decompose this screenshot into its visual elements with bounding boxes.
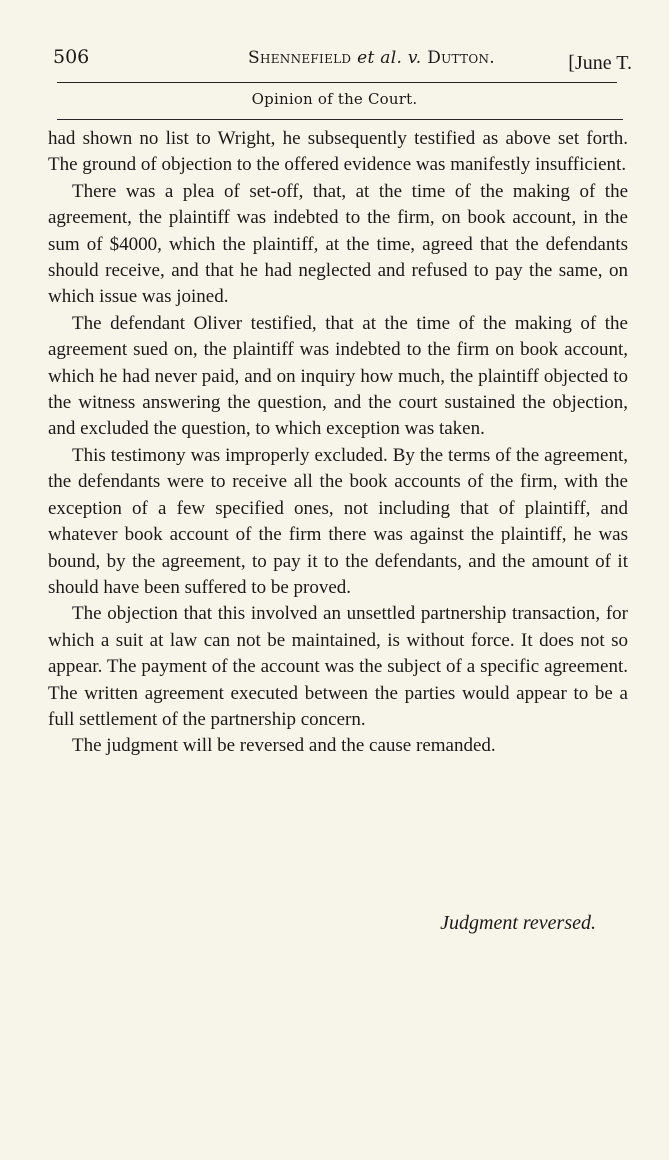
opinion-body [48,126,628,760]
case-party-defendant: Dutton. [427,48,496,68]
section-subheading: Opinion of the Court. [251,90,418,108]
case-et-al: et al. [357,48,403,68]
paragraph-5: The objection that this involved an unsettled partnership transaction, for which a suit at law can not be maintained, is without force. It does not so appear. The payment of the account was the subject of a specific agreement. The written agreement executed between the parties would appear to be a full settlement of the partnership concern. [48,603,628,730]
subheading-rule [57,119,623,120]
header-rule [57,82,617,83]
paragraph-1: had shown no list to Wright, he subsequently testified as above set forth. The ground of objection to the offered evidence was manifestly insufficient. [48,128,628,176]
judgment-disposition: Judgment reversed. [440,912,596,934]
case-versus: v. [407,48,422,68]
page-number: 506 [53,46,90,68]
court-term: [June T. [568,52,632,74]
paragraph-2: There was a plea of set-off, that, at the time of the making of the agreement, the plaintiff was indebted to the firm, on book account, in the sum of $4000, which the plaintiff, at the time, agreed that the defendants should receive, and that he had neglected and refused to pay the same, on which issue was joined. [48,180,628,308]
paragraph-4: This testimony was improperly excluded. By the terms of the agreement, the defendants were to receive all the book accounts of the firm, with the exception of a few specified ones, not including that of plaintiff, and whatever book account of the firm there was against the plaintiff, he was bound, by the agreement, to pay it to the defendants, and the amount of it should have been suffered to be proved. [48,444,628,598]
case-party-plaintiff: Shennefield [248,48,352,68]
running-header [50,44,632,78]
paragraph-3: The defendant Oliver testified, that at the time of the making of the agreement sued on, the plaintiff was indebted to the firm on book account, which he had never paid, and on inquiry how much, the plaintiff objected to the witness answering the question, and the court sustained the objection, and excluded the question, to which exception was taken. [48,312,628,440]
case-title [248,48,495,68]
paragraph-6: The judgment will be reversed and the cause remanded. [72,735,496,757]
